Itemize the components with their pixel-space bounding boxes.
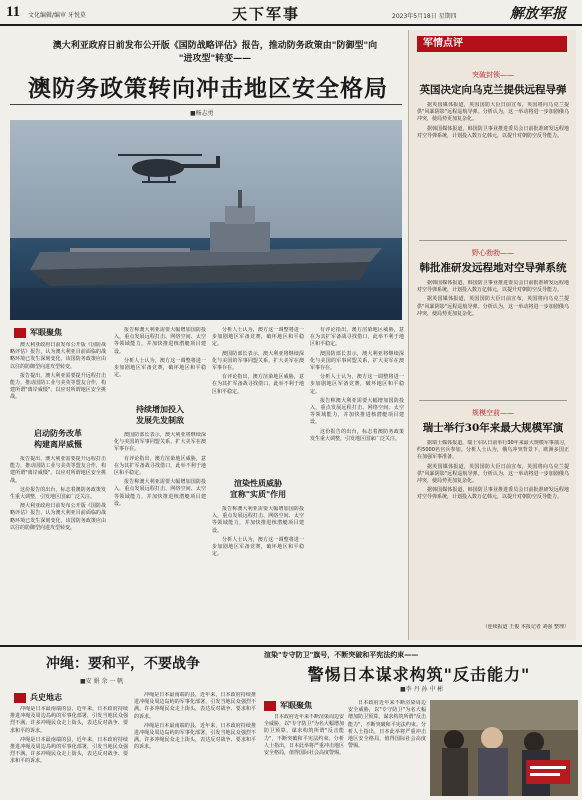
- mid-para-4: 有评论指出，澳方渲染地区威胁，意在为其扩军备战寻找借口，此举不利于地区和平稳定。: [114, 455, 206, 477]
- bottom-left-col-2: [134, 692, 256, 796]
- right-signoff: （连续报道 王俊 本报记者 刘强 整理）: [482, 624, 569, 630]
- lead-kicker: [40, 40, 390, 66]
- mid-subhead-a: [114, 404, 206, 426]
- left-article-body: [10, 456, 106, 640]
- mid-para-3: 澳国防部长表示，澳大利亚将继续深化与美国的军事同盟关系，扩大美军在澳军事存在。: [114, 432, 206, 453]
- mid-subhead-b: [212, 478, 304, 500]
- mid2-para-2: 澳国防部长表示，澳大利亚将继续深化与美国的军事同盟关系，扩大美军在澳军事存在。: [212, 350, 304, 372]
- date-line: 2023年5月18日 星期四: [392, 13, 457, 20]
- sec2-body: [417, 280, 569, 392]
- lead-photo-warship-helicopter: [10, 120, 402, 320]
- mid2-para-5: 分析人士认为，澳方这一调整将进一步加剧地区军备竞赛，破坏地区和平稳定。: [212, 536, 304, 558]
- mid-subhead-4: 宣称"实质"作用: [229, 490, 287, 499]
- mid3-para-1: 有评论指出，澳方渲染地区威胁，意在为其扩军备战寻找借口，此举不利于地区和平稳定。: [310, 327, 404, 348]
- sec2-label: 野心勃勃——: [472, 249, 514, 257]
- lead-headline: 澳防务政策转向冲击地区安全格局: [28, 75, 388, 102]
- mid-col-1-body: [114, 432, 206, 640]
- mid-subhead-1: 持续增加投入: [136, 405, 184, 414]
- mid-para-5: 报告称澳大利亚需要大幅增加国防投入，重点发展远程打击、网络空间、太空等领域能力，并加快推进核潜艇项目建设。: [114, 479, 206, 507]
- sec2-para-2: 据英国媒体报道，英国国防大臣日前宣布，英国将向乌克兰提供"风暴阴影"远程巡航导弹。分析认为，这一举动将进一步加剧俄乌冲突，使局势更加复杂化。: [417, 296, 569, 317]
- sec2-headline: 韩批准研发远程地对空导弹系统: [419, 262, 567, 274]
- left-body-para-3: 澳大利亚政府日前发布公开版《国防战略评估》报告，认为澳大利亚目前面临的战略环境已发生深刻变化，该国防务政策应由以往的防御型向进攻型转变。: [10, 503, 106, 531]
- bottom-left-col-1: [10, 706, 128, 796]
- mid-col-2-top: [212, 327, 304, 475]
- sec3-para-2: 据英国媒体报道，英国国防大臣日前宣布，英国将向乌克兰提供"风暴阴影"远程巡航导弹。分析认为，这一举动将进一步加剧俄乌冲突，使局势更加复杂化。: [417, 463, 569, 485]
- mid-col-3: [310, 327, 404, 640]
- left-subhead: [10, 428, 106, 450]
- right-separator-1: [419, 240, 567, 241]
- headline-rule: [10, 104, 402, 105]
- bl-para-4: 冲绳是日本最南端的县，近年来，日本政府持续推进冲绳及周边岛屿的军事化部署，引发当地民众强烈不满。许多冲绳民众走上街头，表达反对战争、要求和平的诉求。: [134, 722, 256, 751]
- sec3-headline: 瑞士举行30年来最大规模军演: [422, 422, 564, 434]
- left-article-tag: 军眼聚焦: [14, 327, 62, 338]
- mid2-para-3: 有评论指出，澳方渲染地区威胁，意在为其扩军备战寻找借口，此举不利于地区和平稳定。: [212, 374, 304, 395]
- sec3-body: [417, 440, 569, 620]
- sec1-body: [417, 102, 569, 234]
- bottom-left-tag: 兵史地志: [14, 692, 62, 703]
- left-para-1: 澳大利亚政府日前发布公开版《国防战略评估》报告，认为澳大利亚目前面临的战略环境已发生深刻变化，该国防务政策应由以往的防御型向进攻型转变。: [10, 342, 106, 370]
- mid-subhead-3: 渲染性质威胁: [234, 479, 282, 488]
- lead-kicker-line-2: "进攻型"转变——: [178, 54, 252, 64]
- mid2-para-4: 报告称澳大利亚需要大幅增加国防投入，重点发展远程打击、网络空间、太空等领域能力，并加快推进核潜艇项目建设。: [212, 506, 304, 534]
- sec3-para-3: 据韩国媒体报道，韩国防卫事业推进委员会日前批准研发远程地对空导弹系统，计划投入数万亿韩元，以提升对朝防空反导能力。: [417, 487, 569, 501]
- mid-col-2-body: [212, 506, 304, 640]
- br-para-2: 日本政府近年来不断渲染周边安全威胁，以"专守防卫"为名大幅增加防卫预算，谋求构筑所谓"反击能力"，不断突破和平宪法约束。分析人士指出，日本此举将严重冲击地区安全格局，值得国际社会高度警惕。: [348, 700, 426, 750]
- bl-para-1: 冲绳是日本最南端的县，近年来，日本政府持续推进冲绳及周边岛屿的军事化部署，引发当地民众强烈不满。许多冲绳民众走上街头，表达反对战争、要求和平的诉求。: [10, 706, 128, 734]
- bottom-right-byline: ■李 丹 孙 中 彬: [400, 686, 444, 693]
- lead-byline: ■杨志勇: [190, 110, 214, 117]
- left-body-para-1: 报告提出，澳大利亚需要提升远程打击能力，推动国防工业与美英等盟友合作，构建所谓"离岸威慑"，以应对所谓地区安全挑战。: [10, 456, 106, 484]
- paper-logo: 解放军报: [510, 6, 566, 22]
- bottom-right-kicker: 渲染"专守防卫"旗号，不断突破和平宪法约束——: [264, 651, 419, 659]
- sec1-headline: 英国决定向乌克兰提供远程导弹: [419, 84, 567, 96]
- page-number: 11: [6, 4, 21, 20]
- sec1-para-2: 据韩国媒体报道，韩国防卫事业推进委员会日前批准研发远程地对空导弹系统，计划投入数万亿韩元，以提升对朝防空反导能力。: [417, 125, 569, 139]
- mid3-para-4: 报告称澳大利亚需要大幅增加国防投入，重点发展远程打击、网络空间、太空等领域能力，并加快推进核潜艇项目建设。: [310, 397, 404, 426]
- edition-line: 文化编辑/编审 牙悦莫: [28, 12, 86, 19]
- br-para-1: 日本政府近年来不断渲染周边安全威胁，以"专守防卫"为名大幅增加防卫预算，谋求构筑所谓"反击能力"，不断突破和平宪法约束。分析人士指出，日本此举将严重冲击地区安全格局，值得国际社会高度警惕。: [264, 714, 344, 757]
- bottom-right-col-2: [348, 700, 426, 796]
- bl-para-3: 冲绳是日本最南端的县，近年来，日本政府持续推进冲绳及周边岛屿的军事化部署，引发当地民众强烈不满。许多冲绳民众走上街头，表达反对战争、要求和平的诉求。: [134, 692, 256, 720]
- commentary-banner: 军情点评: [417, 36, 567, 52]
- mid2-para-1: 分析人士认为，澳方这一调整将进一步加剧地区军备竞赛，破坏地区和平稳定。: [212, 327, 304, 348]
- bottom-right-headline: 警惕日本谋求构筑"反击能力": [307, 665, 531, 684]
- right-commentary-column: [408, 30, 576, 640]
- lead-kicker-line-1: 澳大利亚政府日前发布公开版《国防战略评估》报告，推动防务政策由"防御型"向: [52, 41, 378, 51]
- sec2-para: 据韩国媒体报道，韩国防卫事业推进委员会日前批准研发远程地对空导弹系统，计划投入数万亿韩元，以提升对朝防空反导能力。: [417, 280, 569, 294]
- bottom-left-headline: 冲绳：要和平，不要战争: [46, 656, 200, 672]
- sec3-label: 规模空前——: [472, 409, 514, 417]
- right-separator-2: [419, 400, 567, 401]
- left-subhead-1: 启动防务改革: [34, 429, 82, 438]
- bottom-left-byline: ■安 娟 余 一 帆: [80, 678, 124, 685]
- left-subhead-2: 构建离岸威慑: [34, 440, 82, 449]
- mid3-para-3: 分析人士认为，澳方这一调整将进一步加剧地区军备竞赛，破坏地区和平稳定。: [310, 374, 404, 395]
- mid-para-1: 报告称澳大利亚需要大幅增加国防投入，重点发展远程打击、网络空间、太空等领域能力，并加快推进核潜艇项目建设。: [114, 327, 206, 355]
- mid-col-1-top: [114, 327, 206, 397]
- protest-photo: [430, 700, 578, 796]
- left-article-intro: [10, 342, 106, 424]
- bl-para-2: 冲绳是日本最南端的县，近年来，日本政府持续推进冲绳及周边岛屿的军事化部署，引发当地民众强烈不满。许多冲绳民众走上街头，表达反对战争、要求和平的诉求。: [10, 736, 128, 765]
- mid3-para-5: 这份报告的出台，标志着澳防务政策发生重大调整，引发地区国家广泛关注。: [310, 428, 404, 442]
- mid-para-2: 分析人士认为，澳方这一调整将进一步加剧地区军备竞赛，破坏地区和平稳定。: [114, 357, 206, 379]
- bottom-right-col-1: [264, 714, 344, 796]
- section-title: 天下军事: [232, 5, 301, 23]
- sec1-label: 突破封锁——: [472, 71, 514, 79]
- mid3-para-2: 澳国防部长表示，澳大利亚将继续深化与美国的军事同盟关系，扩大美军在澳军事存在。: [310, 350, 404, 372]
- left-body-para-2: 这份报告的出台，标志着澳防务政策发生重大调整，引发地区国家广泛关注。: [10, 486, 106, 501]
- bottom-right-tag: 军眼聚焦: [264, 700, 312, 711]
- sec1-para: 据英国媒体报道，英国国防大臣日前宣布，英国将向乌克兰提供"风暴阴影"远程巡航导弹。分析认为，这一举动将进一步加剧俄乌冲突，使局势更加复杂化。: [417, 102, 569, 123]
- sec3-para: 据瑞士媒体报道，瑞士军队日前举行30年来最大规模军事演习，约5000名官兵参加。分析人士认为，俄乌冲突背景下，欧洲多国正在加强军事准备。: [417, 440, 569, 461]
- bottom-rule: [0, 645, 582, 647]
- mid-subhead-2: 发展先发制敌: [136, 416, 184, 425]
- masthead: [0, 0, 582, 26]
- left-para-2: 报告提出，澳大利亚需要提升远程打击能力，推动国防工业与美英等盟友合作，构建所谓"离岸威慑"，以应对所谓地区安全挑战。: [10, 372, 106, 401]
